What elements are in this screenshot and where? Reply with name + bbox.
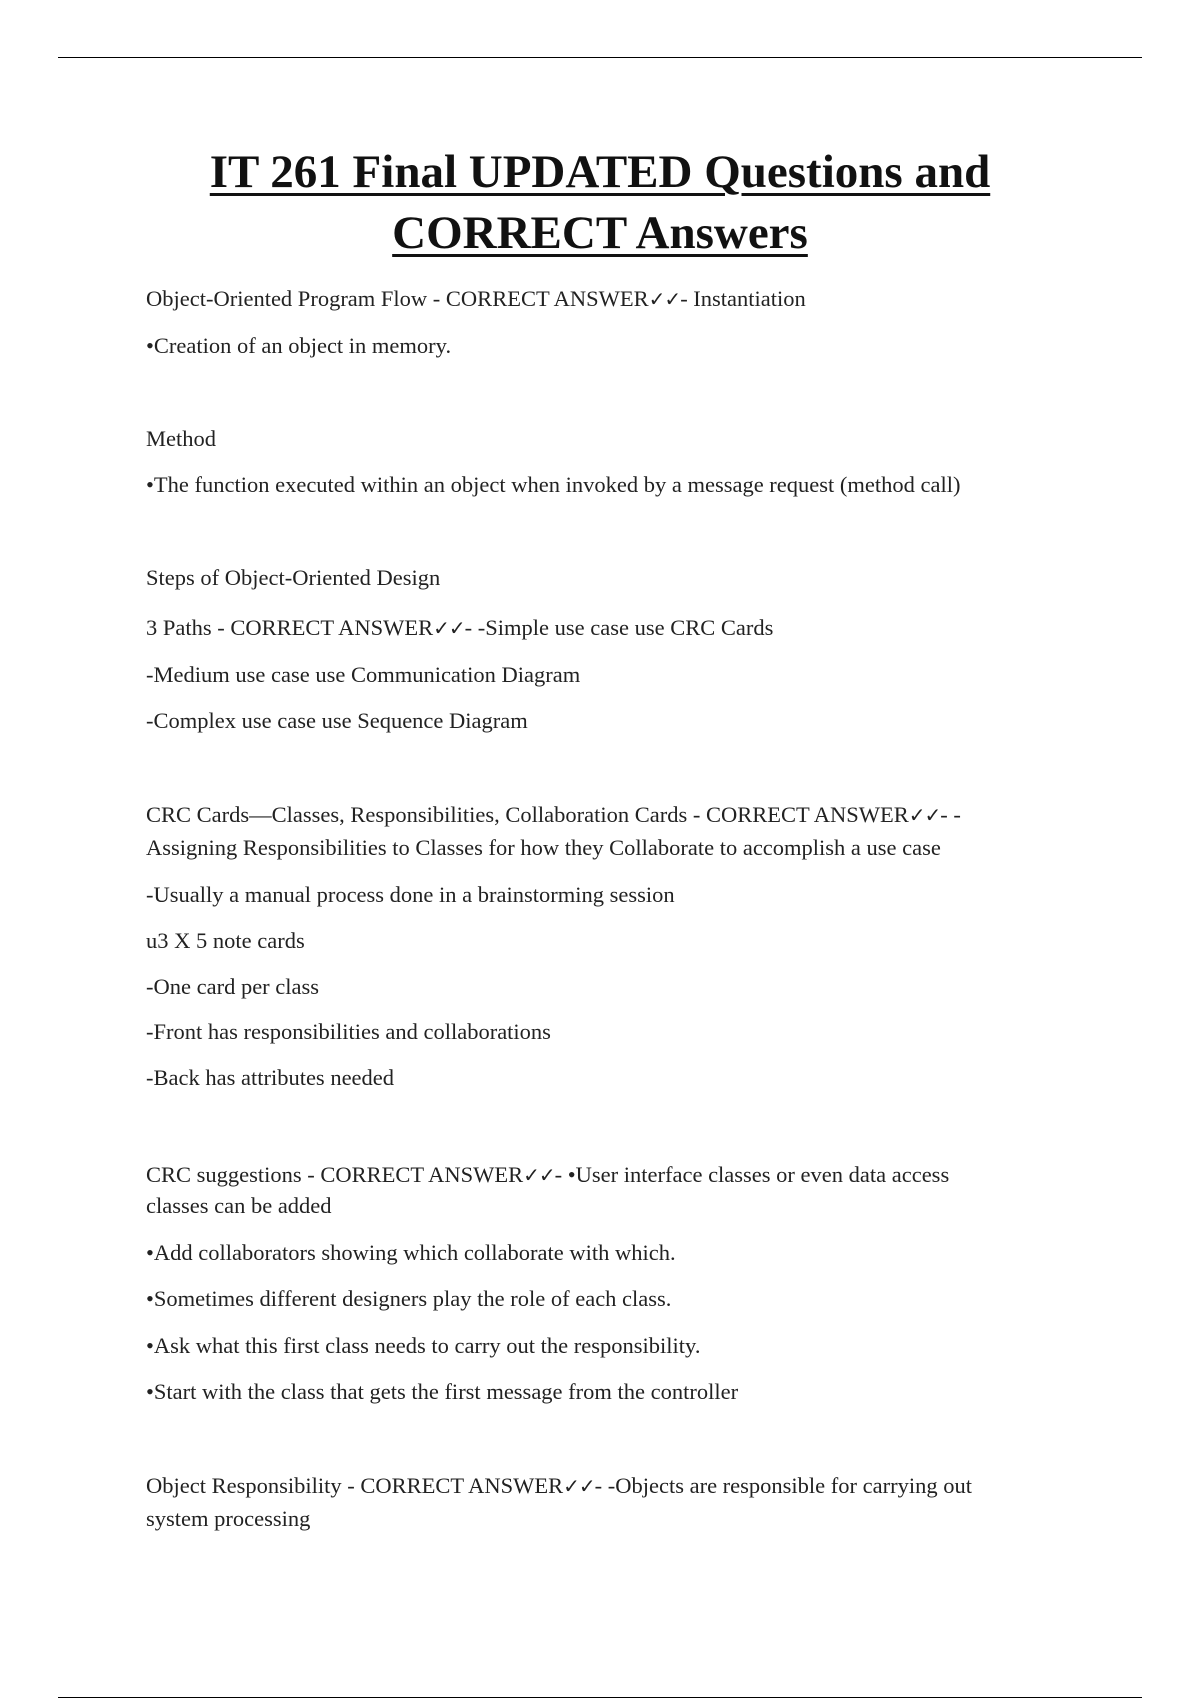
double-check-icon: ✓✓ [433, 616, 465, 640]
text-line: •Start with the class that gets the first message from the controller [146, 1379, 739, 1404]
text-line: -Back has attributes needed [146, 1065, 395, 1090]
document-title-line-2: CORRECT Answers [392, 207, 808, 259]
text-line: Method [146, 426, 216, 451]
text-line: •Add collaborators showing which collaborate with which. [146, 1240, 676, 1265]
answer-line: CRC suggestions - CORRECT ANSWER✓✓- •User interface classes or even data access [146, 1162, 950, 1187]
double-check-icon: ✓✓ [908, 803, 941, 827]
text-line: -One card per class [146, 974, 320, 999]
text-line: -Front has responsibilities and collaborations [146, 1019, 551, 1044]
text-line: system processing [146, 1506, 311, 1531]
document-title-line-1: IT 261 Final UPDATED Questions and [209, 146, 991, 198]
text-line: -Usually a manual process done in a brainstorming session [146, 882, 675, 907]
text-line: Assigning Responsibilities to Classes for how they Collaborate to accomplish a use case [146, 835, 941, 860]
text-line: •The function executed within an object when invoked by a message request (method call) [146, 472, 961, 497]
top-rule [58, 57, 1142, 58]
text-line: Steps of Object-Oriented Design [146, 565, 441, 590]
answer-line: Object-Oriented Program Flow - CORRECT ANSWER✓✓- Instantiation [146, 286, 806, 311]
text-line: •Creation of an object in memory. [146, 333, 452, 358]
text-line: classes can be added [146, 1193, 332, 1218]
text-line: -Complex use case use Sequence Diagram [146, 708, 528, 733]
text-line: •Sometimes different designers play the role of each class. [146, 1286, 672, 1311]
text-line: -Medium use case use Communication Diagram [146, 662, 581, 687]
double-check-icon: ✓✓ [523, 1163, 555, 1187]
text-line: u3 X 5 note cards [146, 928, 305, 953]
answer-line: Object Responsibility - CORRECT ANSWER✓✓- -Objects are responsible for carrying out [146, 1473, 972, 1498]
double-check-icon: ✓✓ [648, 287, 681, 311]
answer-line: 3 Paths - CORRECT ANSWER✓✓- -Simple use case use CRC Cards [146, 615, 774, 640]
text-line: •Ask what this first class needs to carry out the responsibility. [146, 1333, 701, 1358]
answer-line: CRC Cards—Classes, Responsibilities, Collaboration Cards - CORRECT ANSWER✓✓- - [146, 802, 961, 827]
bottom-rule [58, 1697, 1142, 1698]
double-check-icon: ✓✓ [563, 1474, 595, 1498]
